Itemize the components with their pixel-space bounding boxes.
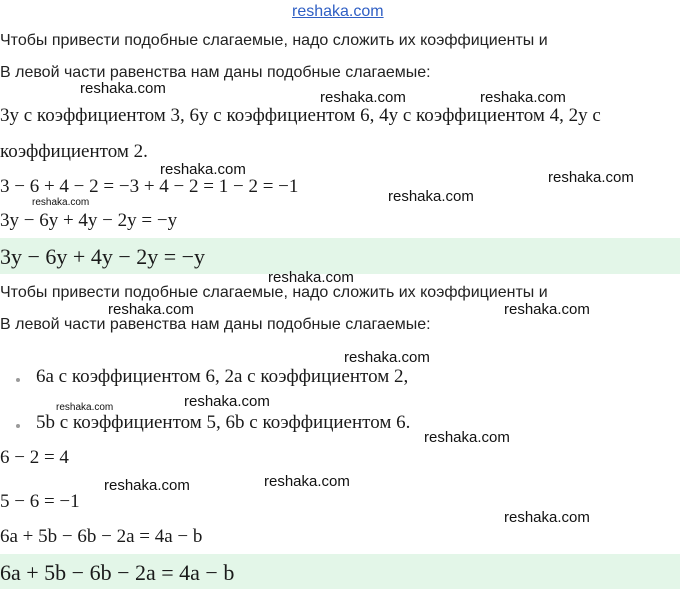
answer-equation: 3y − 6y + 4y − 2y = −y: [0, 244, 206, 269]
watermark: reshaka.com: [504, 301, 590, 318]
watermark: reshaka.com: [160, 161, 246, 178]
watermark: reshaka.com: [80, 80, 166, 97]
intro-text: В левой части равенства нам даны подобные слагаемые:: [0, 64, 431, 81]
list-item: 5b с коэффициентом 5, 6b с коэффициентом 6.: [36, 412, 411, 433]
terms-line: 3y с коэффициентом 3, 6y с коэффициентом 6, 4y с коэффициентом 4, 2y с: [0, 105, 601, 126]
watermark: reshaka.com: [480, 89, 566, 106]
watermark-link[interactable]: reshaka.com: [292, 3, 384, 20]
watermark: reshaka.com: [184, 393, 270, 410]
rule-text: Чтобы привести подобные слагаемые, надо сложить их коэффициенты и: [0, 32, 548, 49]
intro-text: В левой части равенства нам даны подобные слагаемые:: [0, 316, 431, 333]
watermark: reshaka.com: [56, 402, 114, 413]
watermark: reshaka.com: [104, 477, 190, 494]
bullet-marker: [16, 378, 20, 382]
watermark: reshaka.com: [320, 89, 406, 106]
equation: 6a + 5b − 6b − 2a = 4a − b: [0, 526, 203, 547]
answer-equation: 6a + 5b − 6b − 2a = 4a − b: [0, 560, 235, 585]
rule-text: Чтобы привести подобные слагаемые, надо сложить их коэффициенты и: [0, 284, 548, 301]
watermark: reshaka.com: [504, 509, 590, 526]
bullet-marker: [16, 424, 20, 428]
coefficient-calculation: 6 − 2 = 4: [0, 447, 69, 468]
list-item: 6a с коэффициентом 6, 2a с коэффициентом 2,: [36, 366, 409, 387]
watermark: reshaka.com: [32, 197, 90, 208]
watermark: reshaka.com: [108, 301, 194, 318]
terms-line-continued: коэффициентом 2.: [0, 141, 148, 162]
watermark: reshaka.com: [388, 188, 474, 205]
watermark: reshaka.com: [548, 169, 634, 186]
equation: 3y − 6y + 4y − 2y = −y: [0, 210, 178, 231]
watermark: reshaka.com: [264, 473, 350, 490]
watermark: reshaka.com: [424, 429, 510, 446]
coefficient-calculation: 5 − 6 = −1: [0, 491, 80, 512]
watermark: reshaka.com: [268, 269, 354, 286]
coefficient-calculation: 3 − 6 + 4 − 2 = −3 + 4 − 2 = 1 − 2 = −1: [0, 176, 299, 197]
watermark: reshaka.com: [344, 349, 430, 366]
